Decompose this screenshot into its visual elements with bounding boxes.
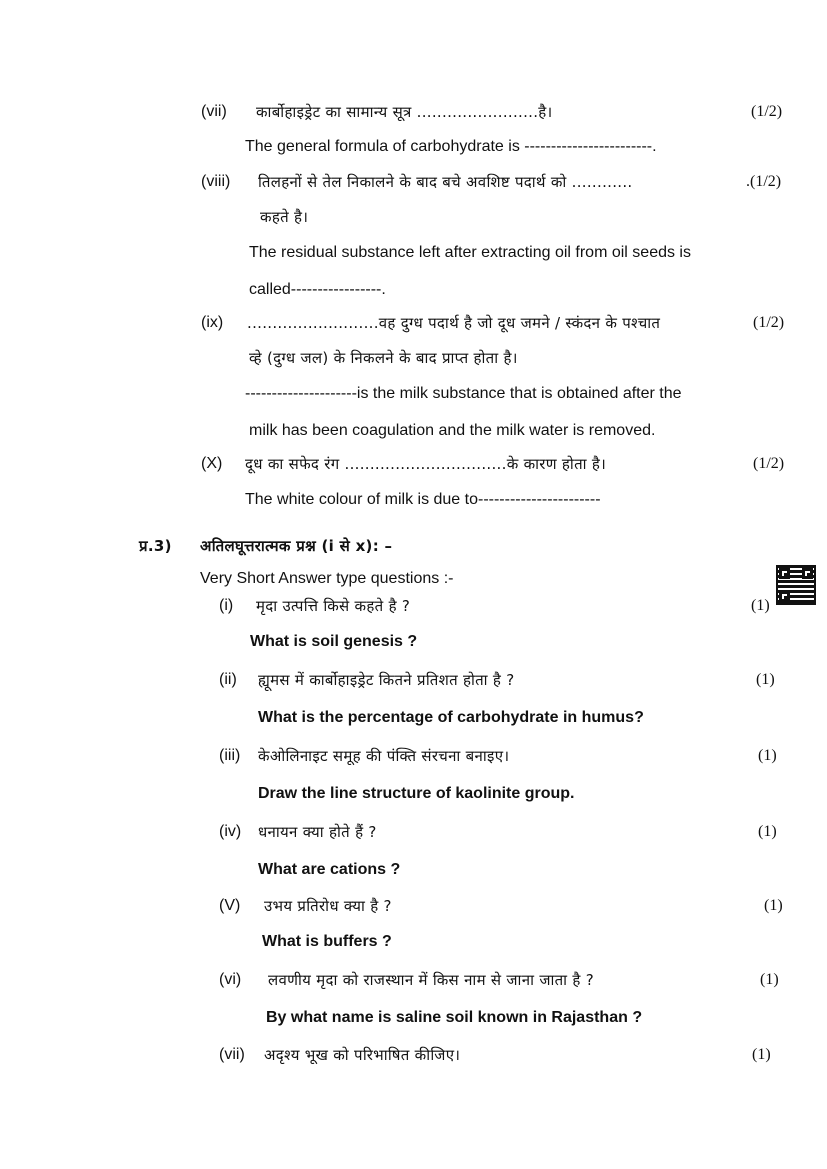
qr-code-icon <box>776 565 816 605</box>
q3-heading-english: Very Short Answer type questions :- <box>200 570 454 587</box>
q3-item-num: (iii) <box>219 747 241 764</box>
q3-item-num: (ii) <box>219 671 237 688</box>
q2-item-english: ---------------------is the milk substance that is obtained after the <box>245 385 682 402</box>
q3-item-english: What is soil genesis ? <box>250 633 418 650</box>
q2-item-marks: (1/2) <box>751 103 783 120</box>
q2-item-num: (viii) <box>201 173 231 190</box>
q3-item-num: (vii) <box>219 1046 245 1063</box>
q2-item-english: The white colour of milk is due to----------------------- <box>245 491 601 508</box>
q2-item-marks: (1/2) <box>753 455 785 472</box>
q3-item-english: Draw the line structure of kaolinite group. <box>258 785 575 802</box>
q3-item-hindi: उभय प्रतिरोध क्या है ? <box>264 897 392 915</box>
q2-item-hindi: तिलहनों से तेल निकालने के बाद बचे अवशिष्ट पदार्थ को ............ <box>258 173 633 191</box>
q3-item-marks: (1) <box>758 823 777 840</box>
q3-item-num: (V) <box>219 897 241 914</box>
q2-item-english-cont: called-----------------. <box>249 281 386 298</box>
q2-item-english: The general formula of carbohydrate is ------------------------. <box>245 138 657 155</box>
q3-item-marks: (1) <box>764 897 783 914</box>
q2-item-num: (vii) <box>201 103 227 120</box>
q2-item-num: (ix) <box>201 314 224 331</box>
q3-item-hindi: अदृश्य भूख को परिभाषित कीजिए। <box>264 1046 461 1064</box>
q2-item-hindi: कार्बोहाइड्रेट का सामान्य सूत्र ........................है। <box>256 103 553 121</box>
q3-item-english: What is buffers ? <box>262 933 392 950</box>
q3-item-marks: (1) <box>760 971 779 988</box>
q2-item-hindi-cont: कहते है। <box>260 208 309 226</box>
q2-item-hindi: ..........................वह दुग्ध पदार्थ है जो दूध जमने / स्कंदन के पश्चात <box>247 314 661 332</box>
q2-item-english-cont: milk has been coagulation and the milk water is removed. <box>249 422 656 439</box>
q2-item-marks: (1/2) <box>753 314 785 331</box>
q3-item-hindi: ह्यूमस में कार्बोहाइड्रेट कितने प्रतिशत होता है ? <box>258 671 515 689</box>
q3-heading-hindi: अतिलघूत्तरात्मक प्रश्न (i से x): – <box>200 537 393 555</box>
q3-label: प्र.3) <box>139 537 172 555</box>
q3-item-hindi: मृदा उत्पत्ति किसे कहते है ? <box>256 597 411 615</box>
q3-item-english: By what name is saline soil known in Rajasthan ? <box>266 1009 643 1026</box>
q2-item-marks: .(1/2) <box>746 173 782 190</box>
q3-item-num: (iv) <box>219 823 242 840</box>
q3-item-num: (i) <box>219 597 234 614</box>
q2-item-hindi: दूध का सफेद रंग ................................के कारण होता है। <box>245 455 607 473</box>
q2-item-english: The residual substance left after extracting oil from oil seeds is <box>249 244 691 261</box>
q3-item-marks: (1) <box>758 747 777 764</box>
q3-item-english: What is the percentage of carbohydrate in humus? <box>258 709 644 726</box>
q2-item-hindi-cont: व्हे (दुग्ध जल) के निकलने के बाद प्राप्त होता है। <box>249 349 518 367</box>
q3-item-hindi: केओलिनाइट समूह की पंक्ति संरचना बनाइए। <box>258 747 510 765</box>
q2-item-num: (X) <box>201 455 223 472</box>
q3-item-marks: (1) <box>752 1046 771 1063</box>
q3-item-marks: (1) <box>751 597 770 614</box>
q3-item-hindi: धनायन क्या होते हैं ? <box>258 823 377 841</box>
q3-item-marks: (1) <box>756 671 775 688</box>
q3-item-english: What are cations ? <box>258 861 401 878</box>
q3-item-hindi: लवणीय मृदा को राजस्थान में किस नाम से जाना जाता है ? <box>268 971 595 989</box>
q3-item-num: (vi) <box>219 971 242 988</box>
